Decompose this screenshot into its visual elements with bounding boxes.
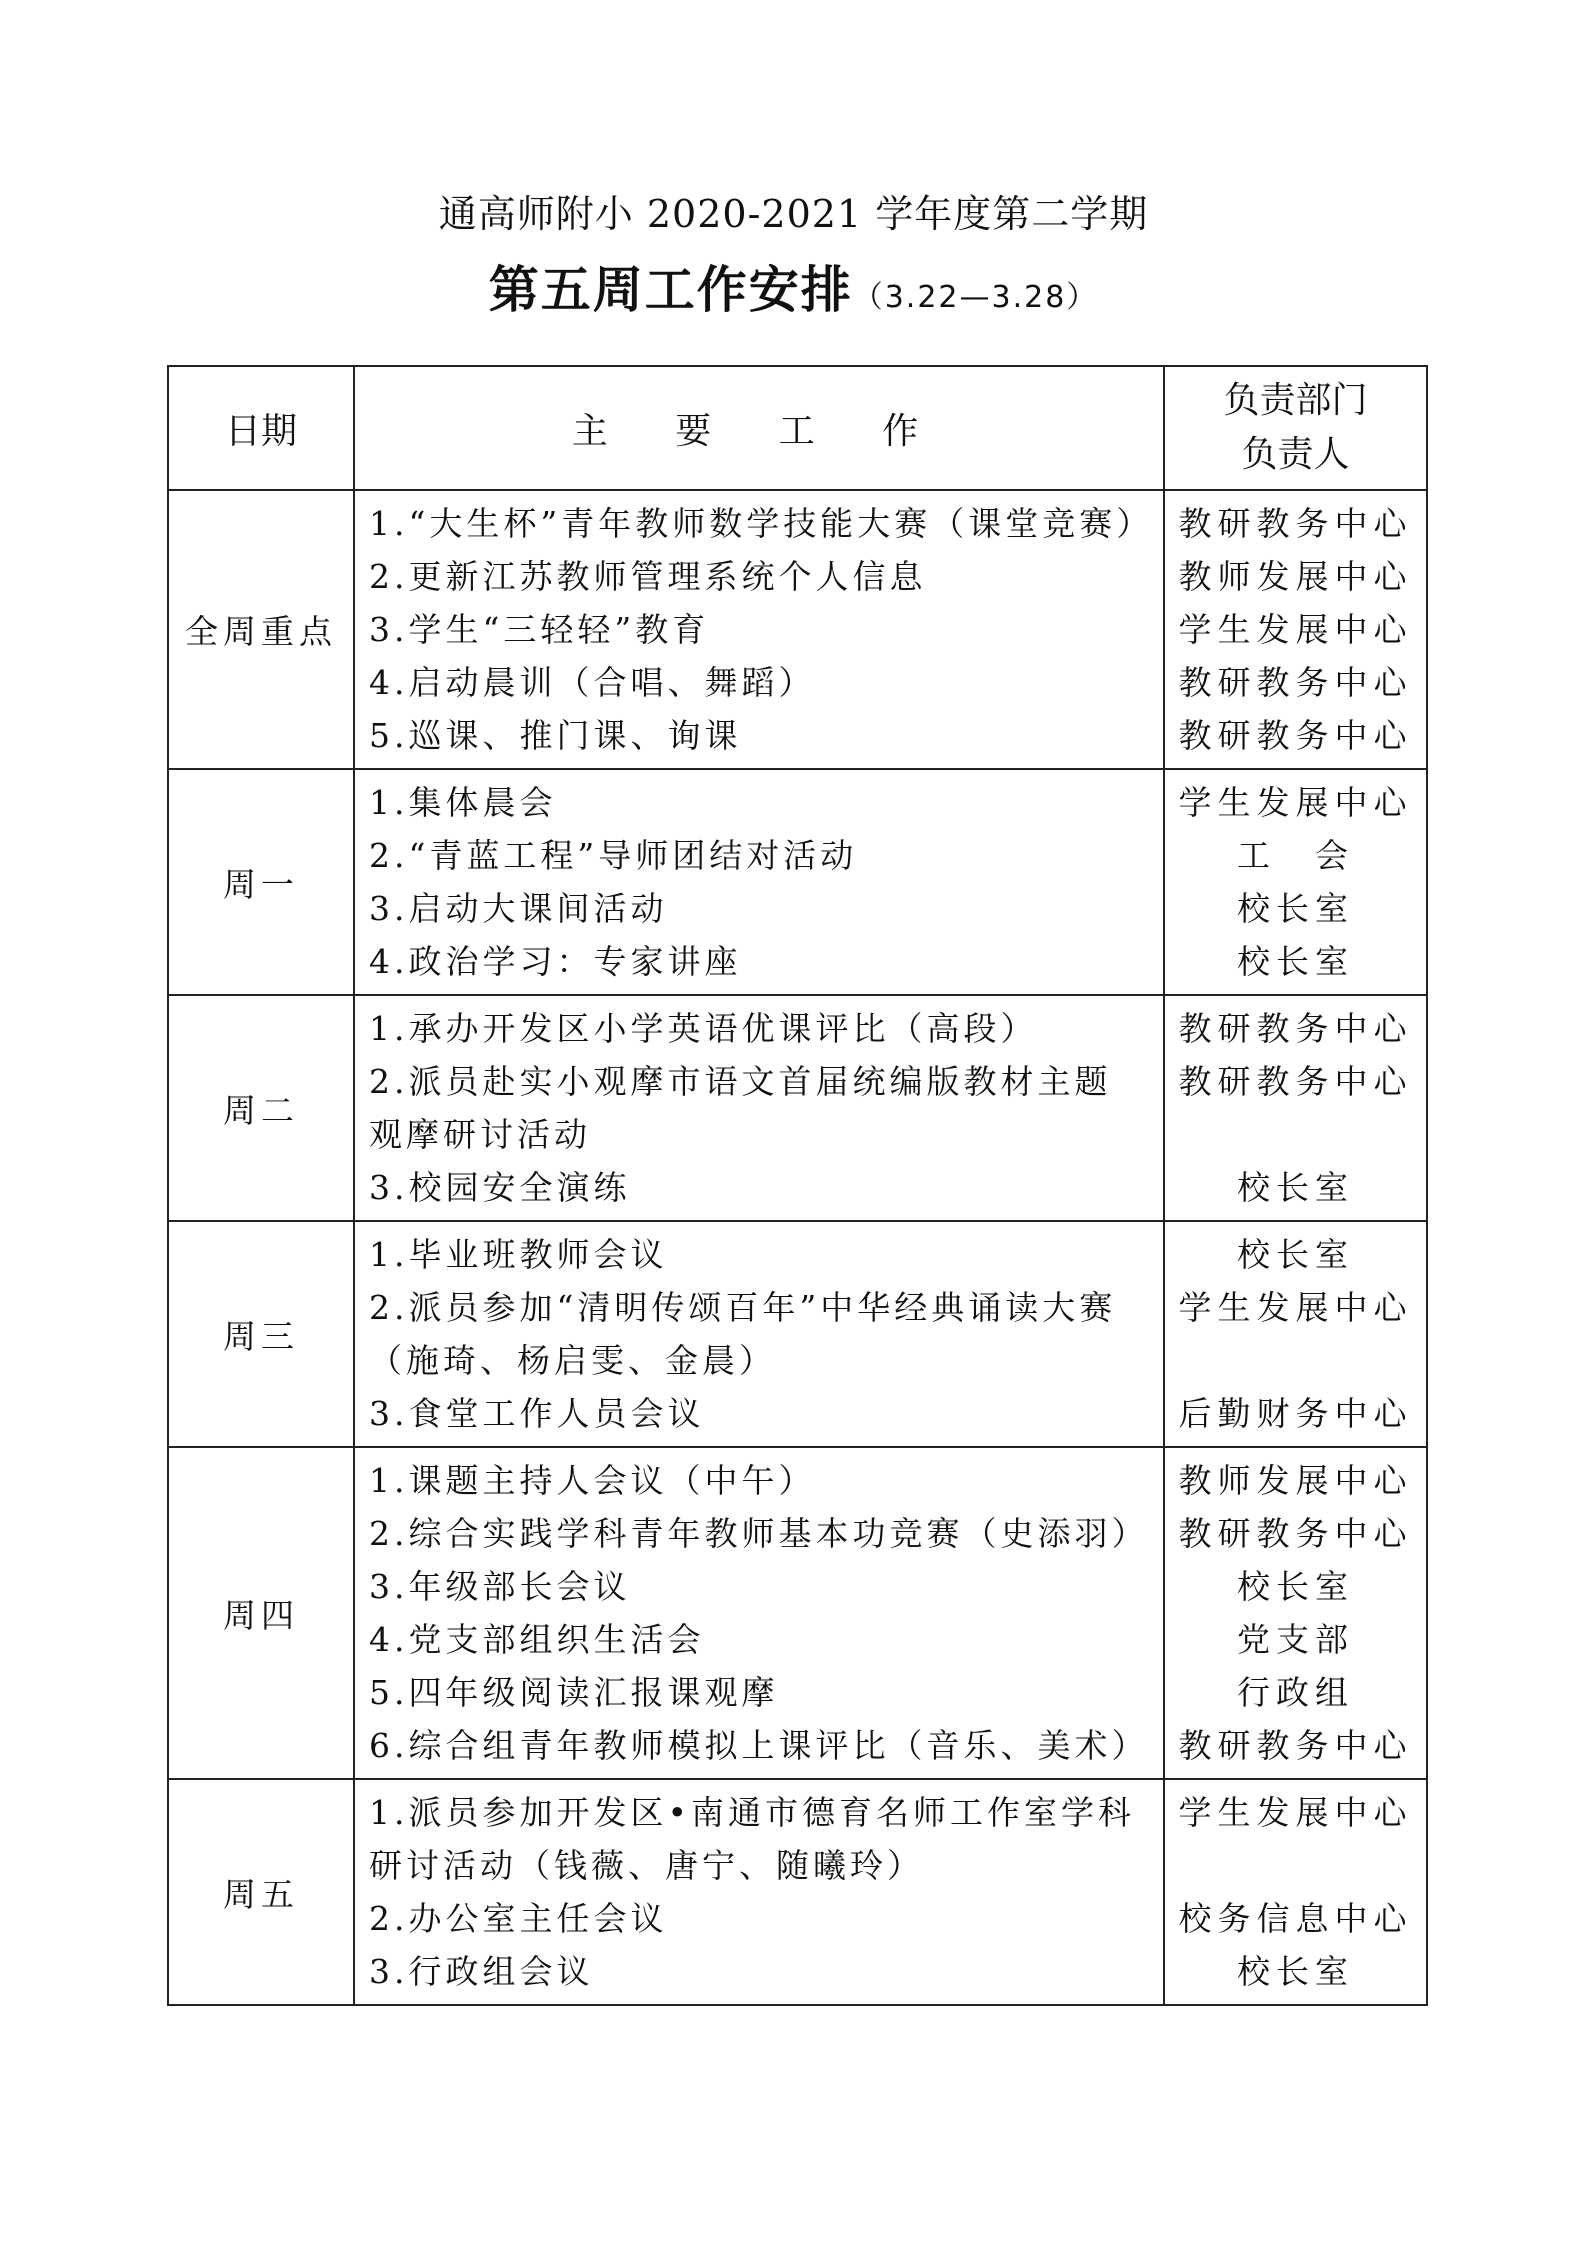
day-cell: 周三 [168, 1221, 354, 1447]
work-item: 2.派员参加“清明传颂百年”中华经典诵读大赛 [369, 1288, 1117, 1327]
dept-item: 校长室 [1237, 1952, 1354, 1991]
work-item: 1.承办开发区小学英语优课评比（高段） [369, 1009, 1038, 1048]
title-date-range: （3.22—3.28） [852, 280, 1099, 315]
dept-cell [1164, 1447, 1427, 1779]
work-item: 3.学生“三轻轻”教育 [369, 610, 710, 649]
dept-cell [1164, 1221, 1427, 1447]
work-cell [354, 769, 1164, 995]
dept-item: 教研教务中心 [1178, 1514, 1413, 1553]
dept-item: 学生发展中心 [1178, 1288, 1413, 1327]
work-item: 1.派员参加开发区•南通市德育名师工作室学科 [369, 1793, 1135, 1832]
work-item: 3.行政组会议 [369, 1952, 594, 1991]
work-item: 3.食堂工作人员会议 [369, 1394, 705, 1433]
work-cell [354, 1447, 1164, 1779]
work-item: 2.更新江苏教师管理系统个人信息 [369, 557, 927, 596]
dept-item: 校长室 [1237, 1235, 1354, 1274]
table-row [168, 1447, 1427, 1779]
document-title [0, 258, 1587, 334]
header-dept-line2: 负责人 [1241, 434, 1350, 475]
dept-cell [1164, 490, 1427, 769]
dept-item: 学生发展中心 [1178, 783, 1413, 822]
dept-item [1165, 1334, 1426, 1387]
work-item: 1.毕业班教师会议 [369, 1235, 668, 1274]
dept-item: 教研教务中心 [1178, 663, 1413, 702]
work-item: 3.启动大课间活动 [369, 889, 668, 928]
work-item: 6.综合组青年教师模拟上课评比（音乐、美术） [369, 1726, 1149, 1765]
work-item: 3.年级部长会议 [369, 1567, 631, 1606]
dept-item: 校长室 [1237, 1168, 1354, 1207]
work-item: （施琦、杨启雯、金晨） [369, 1341, 776, 1380]
dept-item: 教研教务中心 [1178, 1726, 1413, 1765]
header-dept [1164, 366, 1427, 490]
header-day: 日期 [168, 366, 354, 490]
work-item: 4.启动晨训（合唱、舞蹈） [369, 663, 816, 702]
table-row [168, 1779, 1427, 2005]
work-cell [354, 1779, 1164, 2005]
work-item: 2.综合实践学科青年教师基本功竞赛（史添羽） [369, 1514, 1149, 1553]
table-row [168, 490, 1427, 769]
day-cell: 周二 [168, 995, 354, 1221]
work-item: 2.办公室主任会议 [369, 1899, 668, 1938]
header-work: 主 要 工 作 [354, 366, 1164, 490]
schedule-table [167, 365, 1428, 2006]
dept-item: 校长室 [1237, 889, 1354, 928]
dept-item: 教师发展中心 [1178, 557, 1413, 596]
table-row [168, 1221, 1427, 1447]
document-subtitle: 通高师附小 2020-2021 学年度第二学期 [438, 192, 1149, 236]
work-item: 4.党支部组织生活会 [369, 1620, 705, 1659]
header-dept-line1: 负责部门 [1223, 380, 1368, 421]
day-cell: 周五 [168, 1779, 354, 2005]
work-item: 2.派员赴实小观摩市语文首届统编版教材主题 [369, 1062, 1112, 1101]
dept-item: 教师发展中心 [1178, 1461, 1413, 1500]
day-cell: 周一 [168, 769, 354, 995]
dept-item: 校长室 [1237, 1567, 1354, 1606]
work-item: 5.四年级阅读汇报课观摩 [369, 1673, 779, 1712]
day-cell: 周四 [168, 1447, 354, 1779]
work-item: 2.“青蓝工程”导师团结对活动 [369, 836, 858, 875]
day-cell: 全周重点 [168, 490, 354, 769]
table-row [168, 769, 1427, 995]
dept-item [1165, 1108, 1426, 1161]
dept-item: 学生发展中心 [1178, 1793, 1413, 1832]
dept-cell [1164, 995, 1427, 1221]
dept-item: 学生发展中心 [1178, 610, 1413, 649]
work-cell [354, 1221, 1164, 1447]
dept-item: 教研教务中心 [1178, 504, 1413, 543]
work-item: 1.“大生杯”青年教师数学技能大赛（课堂竞赛） [369, 504, 1154, 543]
table-header-row [168, 366, 1427, 490]
work-item: 1.课题主持人会议（中午） [369, 1461, 816, 1500]
dept-item: 后勤财务中心 [1178, 1394, 1413, 1433]
dept-item: 校长室 [1237, 942, 1354, 981]
work-item: 4.政治学习：专家讲座 [369, 942, 742, 981]
work-cell [354, 995, 1164, 1221]
work-item: 1.集体晨会 [369, 783, 557, 822]
dept-item: 党支部 [1237, 1620, 1354, 1659]
work-cell [354, 490, 1164, 769]
dept-item: 教研教务中心 [1178, 1009, 1413, 1048]
dept-item: 工 会 [1237, 836, 1354, 875]
work-item: 5.巡课、推门课、询课 [369, 716, 742, 755]
work-item: 观摩研讨活动 [369, 1115, 591, 1154]
dept-item: 行政组 [1237, 1673, 1354, 1712]
dept-item: 校务信息中心 [1178, 1899, 1413, 1938]
dept-item [1165, 1839, 1426, 1892]
work-item: 研讨活动（钱薇、唐宁、随曦玲） [369, 1846, 924, 1885]
dept-item: 教研教务中心 [1178, 1062, 1413, 1101]
dept-cell [1164, 769, 1427, 995]
table-row [168, 995, 1427, 1221]
dept-cell [1164, 1779, 1427, 2005]
dept-item: 教研教务中心 [1178, 716, 1413, 755]
work-item: 3.校园安全演练 [369, 1168, 631, 1207]
title-text: 第五周工作安排 [488, 260, 853, 319]
